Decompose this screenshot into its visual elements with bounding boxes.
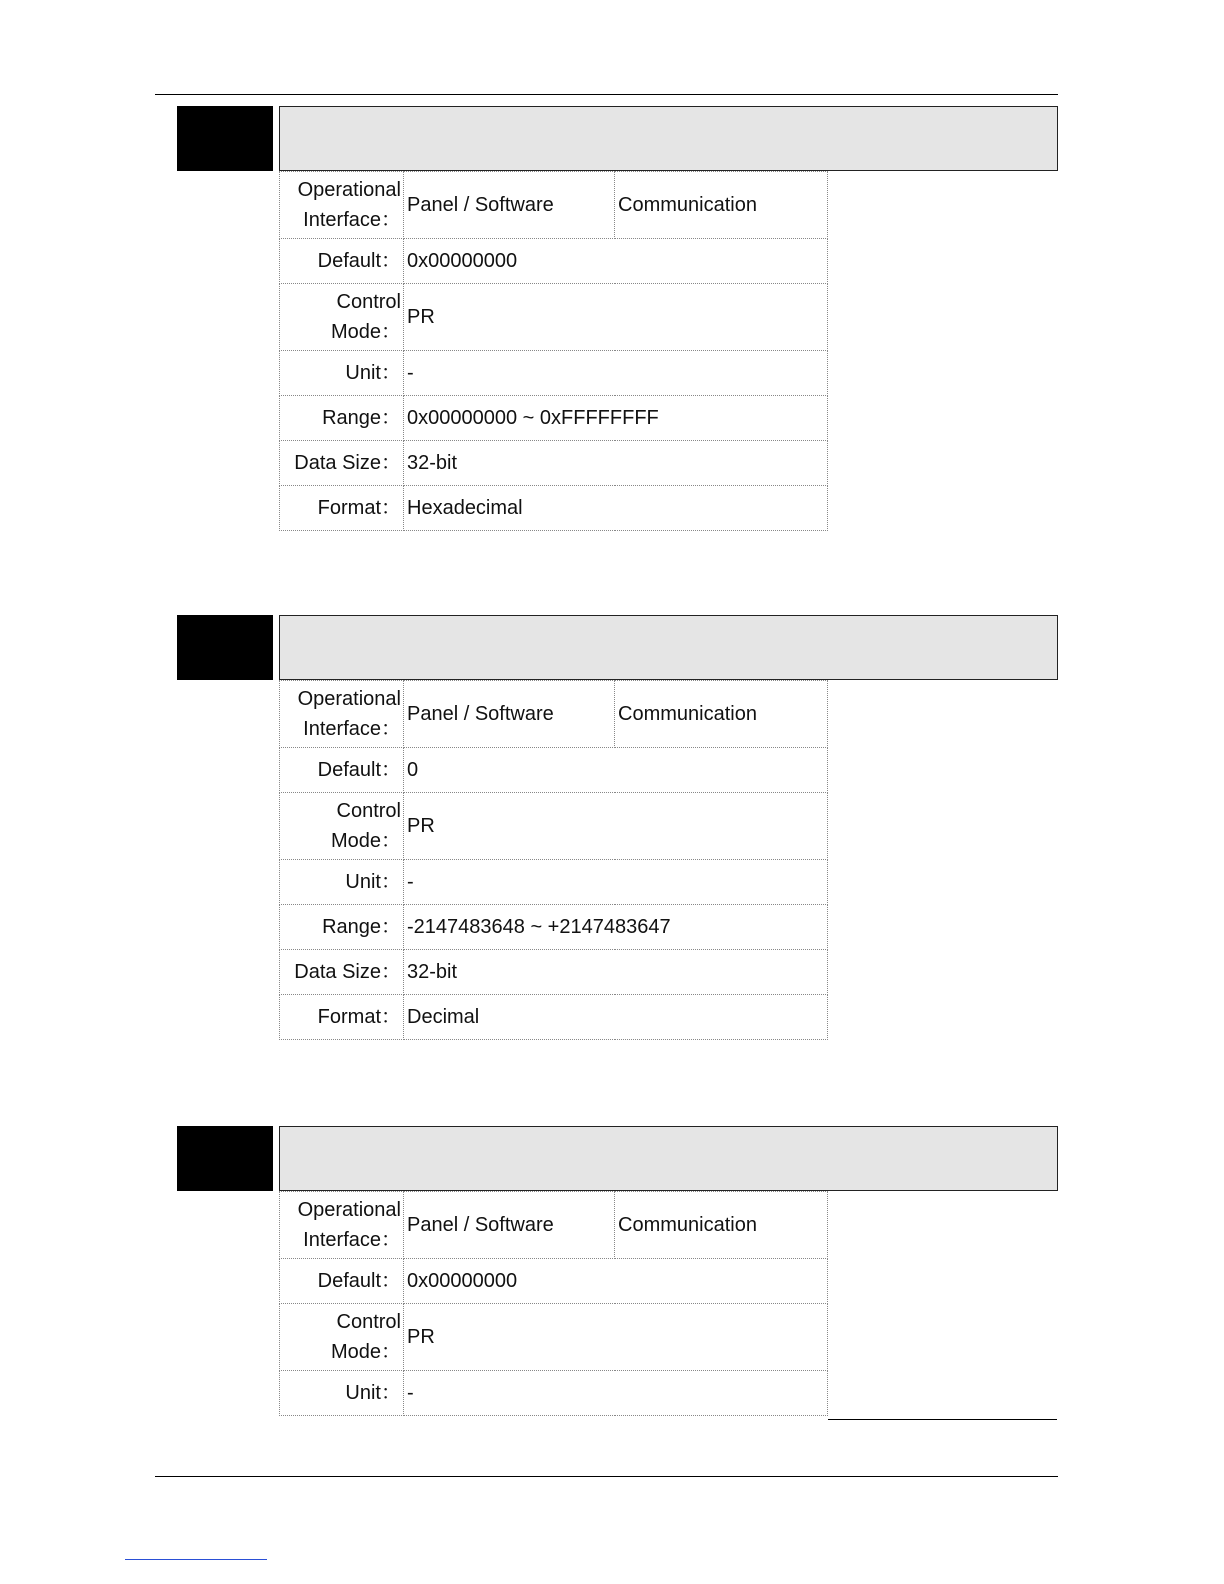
param-address-cell (828, 106, 1058, 171)
row-label: Data Size： (280, 950, 404, 995)
row-label: Control Mode： (280, 1304, 404, 1371)
table-row (280, 441, 828, 486)
row-label: Control Mode： (280, 793, 404, 860)
row-value: 0 (404, 748, 828, 793)
parameter-id-box (177, 615, 273, 680)
interface-panel-value: Panel / Software (404, 172, 615, 239)
table-row (280, 995, 828, 1040)
row-value: 0x00000000 ~ 0xFFFFFFFF (404, 396, 828, 441)
row-label: Control Mode： (280, 284, 404, 351)
parameter-id-box (177, 106, 273, 171)
interface-label: Operational Interface： (280, 681, 404, 748)
header-rule (155, 94, 1058, 95)
row-value: Hexadecimal (404, 486, 828, 531)
row-value: - (404, 1371, 828, 1416)
param-header-cell (279, 1126, 374, 1191)
param-header-cell (279, 615, 374, 680)
table-row (280, 239, 828, 284)
interface-comm-value: Communication (615, 172, 828, 239)
table-row (280, 860, 828, 905)
interface-row (280, 172, 828, 239)
table-row (280, 351, 828, 396)
row-value: -2147483648 ~ +2147483647 (404, 905, 828, 950)
footer-link-underline[interactable] (125, 1559, 267, 1560)
table-row (280, 1259, 828, 1304)
row-label: Data Size： (280, 441, 404, 486)
table-row (280, 486, 828, 531)
row-label: Default： (280, 239, 404, 284)
row-label: Unit： (280, 1371, 404, 1416)
table-row (280, 748, 828, 793)
param-name-cell (372, 615, 829, 680)
parameter-id-box (177, 1126, 273, 1191)
interface-panel-value: Panel / Software (404, 1192, 615, 1259)
param-name-cell (372, 106, 829, 171)
row-value: 0x00000000 (404, 1259, 828, 1304)
table-row (280, 284, 828, 351)
row-value: - (404, 351, 828, 396)
interface-comm-value: Communication (615, 1192, 828, 1259)
interface-panel-value: Panel / Software (404, 681, 615, 748)
table-row (280, 950, 828, 995)
row-label: Range： (280, 396, 404, 441)
row-value: PR (404, 284, 828, 351)
row-label: Default： (280, 1259, 404, 1304)
interface-label: Operational Interface： (280, 1192, 404, 1259)
row-label: Format： (280, 995, 404, 1040)
param-address-cell (828, 615, 1058, 680)
row-label: Format： (280, 486, 404, 531)
right-column-bottom-rule (828, 1419, 1057, 1420)
parameter-table (279, 680, 828, 1040)
row-value: 32-bit (404, 441, 828, 486)
row-value: PR (404, 793, 828, 860)
table-row (280, 1304, 828, 1371)
row-value: Decimal (404, 995, 828, 1040)
row-value: PR (404, 1304, 828, 1371)
parameter-table (279, 1191, 828, 1416)
table-row (280, 905, 828, 950)
interface-label: Operational Interface： (280, 172, 404, 239)
table-row (280, 1371, 828, 1416)
param-name-cell (372, 1126, 829, 1191)
parameter-table (279, 171, 828, 531)
table-row (280, 793, 828, 860)
row-label: Unit： (280, 860, 404, 905)
row-value: - (404, 860, 828, 905)
interface-row (280, 681, 828, 748)
row-value: 0x00000000 (404, 239, 828, 284)
footer-rule (155, 1476, 1058, 1477)
param-header-cell (279, 106, 374, 171)
interface-row (280, 1192, 828, 1259)
param-address-cell (828, 1126, 1058, 1191)
table-row (280, 396, 828, 441)
row-label: Default： (280, 748, 404, 793)
interface-comm-value: Communication (615, 681, 828, 748)
row-label: Unit： (280, 351, 404, 396)
row-value: 32-bit (404, 950, 828, 995)
row-label: Range： (280, 905, 404, 950)
